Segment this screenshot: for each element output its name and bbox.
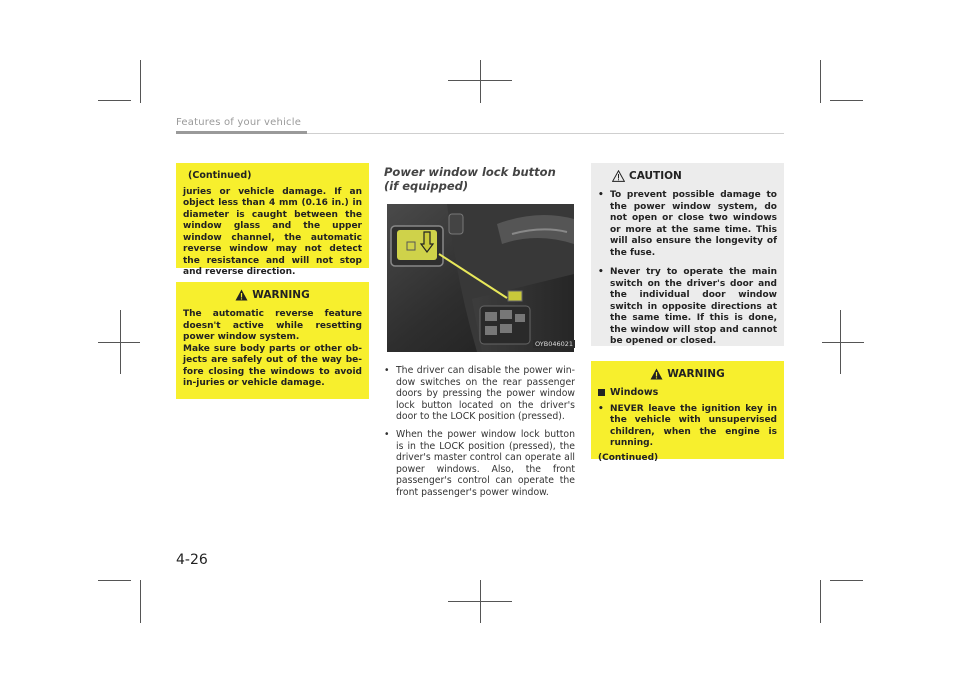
warning-icon (235, 289, 248, 301)
warning-box-right (591, 361, 784, 463)
windows-subheading (598, 387, 777, 399)
door-switch-illustration (387, 204, 574, 352)
continued-text: juries or vehicle damage. If an object less than 4 mm (0.16 in.) in diameter is caught between the window glass and the upper window channel, the automatic reverse window may not detect the resistance and will not stop and reverse direction. (183, 186, 362, 277)
warning-text-1: The automatic reverse feature doesn't active while resetting power window system. (183, 309, 362, 342)
warning-box-left (176, 282, 369, 399)
page-number: 4-26 (176, 552, 208, 568)
image-code: OYB046021 (535, 340, 574, 348)
warning-list (598, 404, 777, 450)
crop-mark (140, 60, 141, 103)
crop-mark (830, 580, 863, 581)
caution-icon (612, 170, 625, 182)
continued-warning-box (176, 163, 369, 277)
windows-label: Windows (610, 387, 659, 398)
crop-mark (480, 60, 481, 103)
caution-item: • To prevent possible damage to the power window system, do not open or close two windows or more at the same time. This will also ensure the longevity of the fuse. (598, 190, 777, 259)
warning-icon (650, 368, 663, 380)
warning-label: WARNING (667, 368, 725, 380)
caution-heading (612, 170, 777, 182)
warning-heading (598, 368, 777, 380)
crop-mark (448, 601, 512, 602)
header-accent-bar (176, 131, 307, 134)
warning-heading (183, 289, 362, 301)
bullet-item: • The driver can disable the power win-dow switches on the rear passenger doors by pressing the power window lock button located on the driver's door to the LOCK position (pressed). (384, 365, 575, 423)
continued-footer: (Continued) (598, 452, 659, 463)
caution-item: • Never try to operate the main switch on the driver's door and the individual door window switch in opposite directions at the same time. If this is done, the window will stop and cannot be opened or closed. (598, 267, 777, 348)
crop-mark (820, 580, 821, 623)
door-panel-image (387, 204, 574, 352)
bullet-item: • When the power window lock button is in the LOCK position (pressed), the driver's master control can operate all power windows. Also, the front passenger's control can operate the front passenger's power window. (384, 429, 575, 499)
crop-mark (820, 60, 821, 103)
section-title: Power window lock button (if equipped) (384, 165, 556, 193)
bullet-list (384, 365, 575, 505)
section-header: Features of your vehicle (176, 117, 302, 128)
caution-box (591, 163, 784, 346)
crop-mark (140, 580, 141, 623)
crop-mark (822, 342, 864, 343)
warning-text-2: Make sure body parts or other ob-jects are safely out of the way be-fore closing the windows to avoid in-juries or vehicle damage. (183, 343, 362, 388)
crop-mark (448, 80, 512, 81)
caution-label: CAUTION (629, 170, 682, 182)
crop-mark (98, 580, 131, 581)
crop-mark (98, 342, 140, 343)
warning-label: WARNING (252, 289, 310, 301)
warning-item: • NEVER leave the ignition key in the vehicle with unsupervised children, when the engine is running. (598, 404, 777, 450)
crop-mark (98, 100, 131, 101)
crop-mark (830, 100, 863, 101)
square-bullet-icon (598, 389, 605, 396)
caution-list (598, 190, 777, 348)
continued-heading: (Continued) (188, 170, 252, 181)
